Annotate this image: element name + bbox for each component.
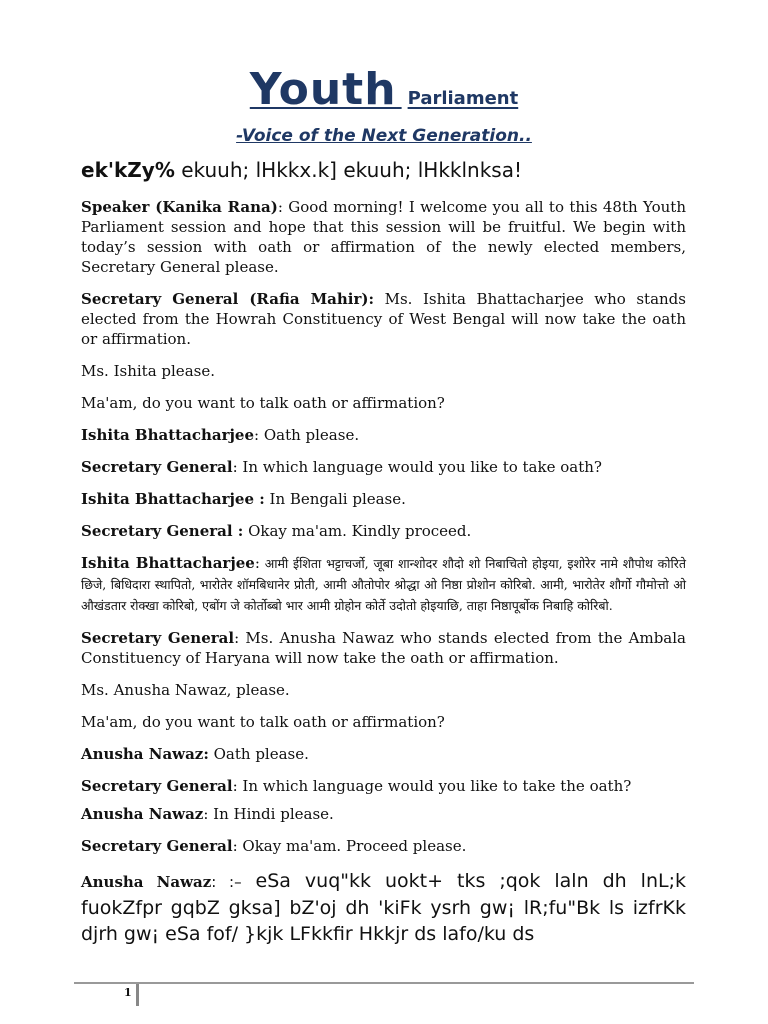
speaker-name: Secretary General : [81, 522, 244, 540]
paragraph [81, 628, 686, 668]
hindi-heading-bold: ek'kZy% [81, 158, 175, 182]
transcript [81, 197, 686, 959]
paragraph-text: Okay ma'am. Proceed please. [237, 837, 467, 855]
paragraph-text: Ma'am, do you want to talk oath or affirmation? [81, 713, 445, 731]
speaker-name: Secretary General [81, 629, 235, 647]
paragraph [81, 776, 686, 796]
title-sub: Parliament [407, 88, 519, 109]
paragraph-bengali-oath [81, 553, 686, 616]
speaker-name: Anusha Nawaz: [81, 745, 209, 763]
paragraph-text: Ma'am, do you want to talk oath or affirmation? [81, 394, 445, 412]
paragraph-text: Oath please. [208, 745, 309, 763]
hindi-heading-rest: ekuuh; lHkkx.k] ekuuh; lHkklnksa! [174, 158, 522, 182]
title-main: Youth [249, 64, 397, 115]
title-block [0, 64, 768, 115]
footer-divider [74, 982, 694, 984]
paragraph [81, 680, 686, 700]
paragraph-text: Ms. Anusha Nawaz, please. [81, 681, 290, 699]
paragraph-text: Ms. Anusha Nawaz who stands elected from the Ambala Constituency of Haryana will now take the oath or affirmation. [81, 629, 686, 667]
paragraph [81, 457, 686, 477]
hindi-heading [81, 158, 522, 182]
paragraph [81, 489, 686, 509]
paragraph [81, 361, 686, 381]
paragraph-text: In which language would you like to take oath? [237, 458, 602, 476]
paragraph-text: Okay ma'am. Kindly proceed. [243, 522, 472, 540]
speaker-name: Ishita Bhattacharjee [81, 426, 254, 444]
speaker-separator: : [232, 458, 238, 476]
paragraph [81, 425, 686, 445]
speaker-separator: : [234, 629, 240, 647]
speaker-separator: : [277, 198, 283, 216]
speaker-name: Secretary General [81, 458, 233, 476]
speaker-name: Speaker (Kanika Rana) [81, 198, 278, 216]
paragraph [81, 521, 686, 541]
speaker-name: Ishita Bhattacharjee : [81, 490, 265, 508]
paragraph-hindi-oath [81, 868, 686, 947]
paragraph [81, 712, 686, 732]
speaker-name: Ishita Bhattacharjee [81, 554, 255, 572]
oath-text-hindi: eSa vuq"kk uokt+ tks ;qok laln dh lnL;k fuokZfpr gqbZ gksa] bZ'oj dh 'kiFk ysrh gw¡ lR;fu"Bk ls izfrKk djrh gw¡ eSa fof/ }kjk LFkkfir Hkkjr ds lafo/ku ds [81, 870, 686, 945]
page-number: 1 [124, 986, 132, 999]
paragraph [81, 393, 686, 413]
speaker-name: Anusha Nawaz [81, 805, 204, 823]
speaker-separator: : [232, 777, 238, 795]
paragraph-text: Ms. Ishita please. [81, 362, 215, 380]
speaker-name: Anusha Nawaz [81, 873, 212, 891]
speaker-separator: : [203, 805, 209, 823]
paragraph [81, 804, 686, 824]
paragraph-text: In Hindi please. [208, 805, 334, 823]
speaker-name: Secretary General [81, 837, 233, 855]
paragraph-text: Ms. Ishita Bhattacharjee who stands elected from the Howrah Constituency of West Bengal will now take the oath or affirmation. [81, 290, 686, 348]
paragraph [81, 836, 686, 856]
speaker-separator: : [232, 837, 238, 855]
page-number-bar [136, 984, 139, 1006]
paragraph-text: Oath please. [259, 426, 360, 444]
speaker-name: Secretary General (Rafia Mahir): [81, 290, 375, 308]
paragraph-text: In which language would you like to take the oath? [237, 777, 632, 795]
speaker-separator: : [254, 426, 260, 444]
paragraph [81, 289, 686, 349]
title-line [250, 64, 518, 115]
paragraph-text: Good morning! I welcome you all to this 48th Youth Parliament session and hope that this session will be fruitful. We begin with today’s session with oath or affirmation of the newly elected members, Secretary General please. [81, 198, 686, 276]
paragraph [81, 197, 686, 277]
speaker-separator: : :– [211, 873, 242, 891]
tagline: -Voice of the Next Generation.. [236, 126, 532, 146]
paragraph-text: In Bengali please. [264, 490, 406, 508]
speaker-separator: : [254, 554, 260, 572]
paragraph [81, 744, 686, 764]
oath-text-bengali: आमी ईशिता भट्टाचर्जो, जूबा शान्शोदर शौदो शो निबाचितो होइया, इशोरेर नामे शौपोथ कोरिते छिजे, बिधिदारा स्थापितो, भारोतेर शॉमबिधानेर प्रोती, आमी औतोपोर श्रोद्धा ओ निष्ठा प्रोशोन कोरिबो. आमी, भारोतेर शौर्गो गौमोत्तो ओ औखंडतार रोक्खा कोरिबो, एबोंग जे कोर्तोब्बो भार आमी ग्रोहोन कोर्ते उदोतो होइयाछि, ताहा निष्ठापूर्बोक निबाहि कोरिबो. [81, 556, 686, 613]
speaker-name: Secretary General [81, 777, 233, 795]
